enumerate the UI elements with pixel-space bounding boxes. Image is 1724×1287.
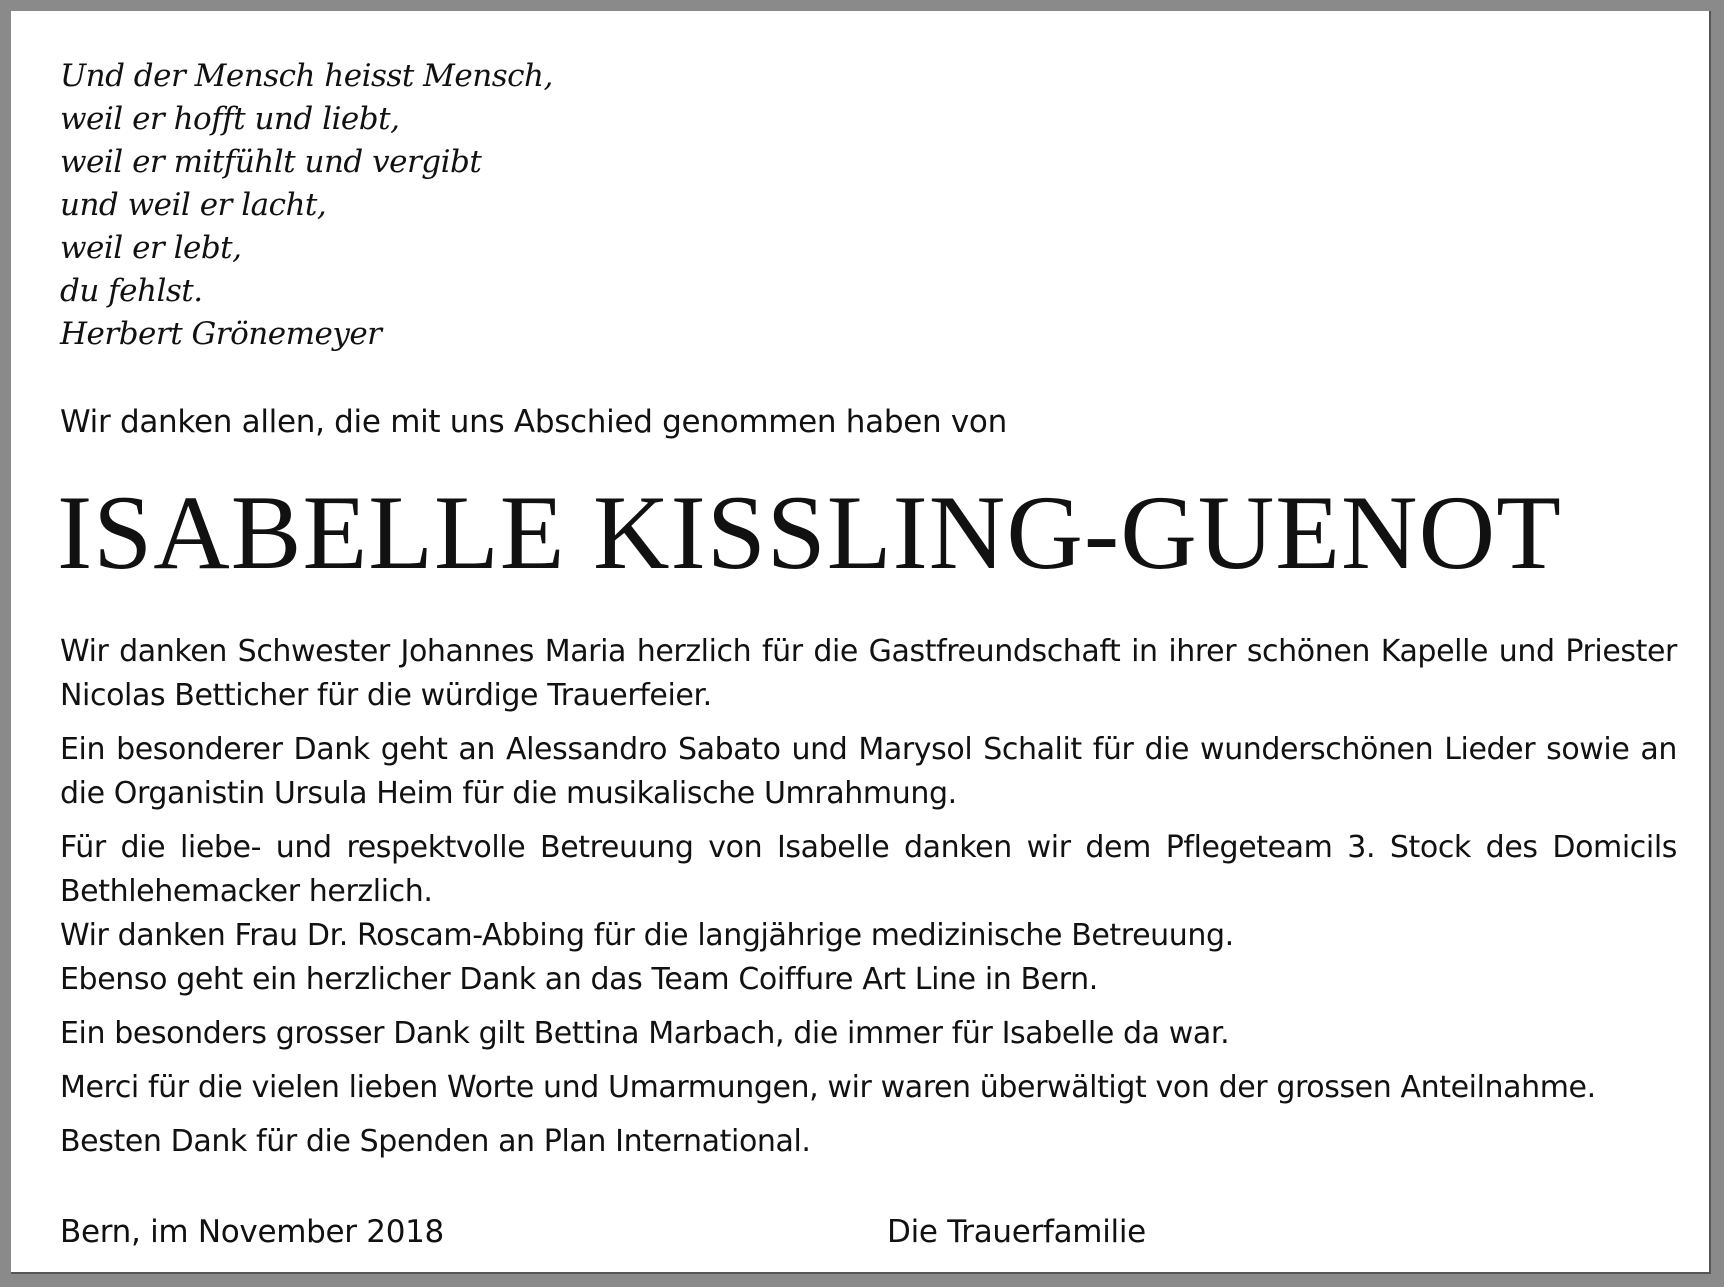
poem-line: und weil er lacht, (60, 187, 327, 223)
thanks-paragraph: Ein besonders grosser Dank gilt Bettina Marbach, die immer für Isabelle da war. (60, 1016, 1230, 1051)
thanks-paragraph: Wir danken Frau Dr. Roscam-Abbing für die langjährige medizinische Betreuung. (60, 918, 1234, 953)
poem-line: du fehlst. (60, 273, 203, 309)
obituary-notice (11, 11, 1711, 1274)
deceased-name: ISABELLE KISSLING-GUENOT (57, 474, 1562, 591)
poem-line: Und der Mensch heisst Mensch, (60, 58, 553, 94)
thanks-paragraph: Für die liebe- und respektvolle Betreuung von Isabelle danken wir dem Pflegeteam 3. Stock des Domicils Bethlehemacker herzlich. (60, 830, 1677, 909)
poem-line: weil er mitfühlt und vergibt (60, 144, 482, 180)
place-date: Bern, im November 2018 (60, 1214, 444, 1250)
poem-author: Herbert Grönemeyer (60, 316, 382, 352)
thanks-body (60, 630, 1677, 1174)
poem-line: weil er hofft und liebt, (60, 101, 400, 137)
thanks-paragraph: Besten Dank für die Spenden an Plan International. (60, 1124, 811, 1159)
signature: Die Trauerfamilie (887, 1214, 1146, 1250)
poem-line: weil er lebt, (60, 230, 242, 266)
thanks-paragraph: Ein besonderer Dank geht an Alessandro Sabato und Marysol Schalit für die wunderschönen Lieder sowie an die Organistin Ursula Heim für die musikalische Umrahmung. (60, 732, 1677, 811)
thanks-paragraph: Wir danken Schwester Johannes Maria herzlich für die Gastfreundschaft in ihrer schönen Kapelle und Priester Nicolas Betticher für die würdige Trauerfeier. (60, 634, 1677, 713)
intro-text: Wir danken allen, die mit uns Abschied genommen haben von (60, 404, 1007, 440)
poem (60, 55, 553, 356)
thanks-paragraph: Ebenso geht ein herzlicher Dank an das Team Coiffure Art Line in Bern. (60, 962, 1098, 997)
thanks-paragraph: Merci für die vielen lieben Worte und Umarmungen, wir waren überwältigt von der grossen Anteilnahme. (60, 1070, 1596, 1105)
